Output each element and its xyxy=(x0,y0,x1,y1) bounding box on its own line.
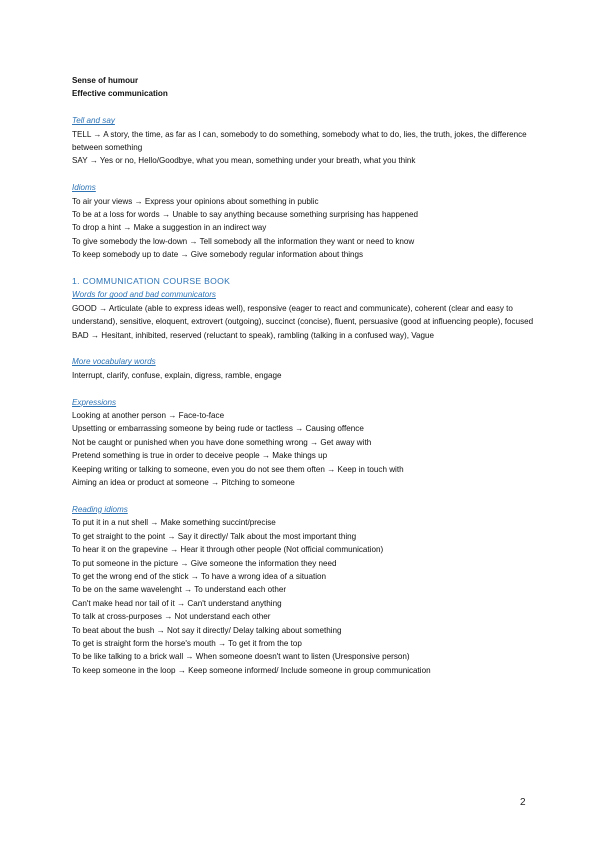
subheading-words: Words for good and bad communicators xyxy=(72,290,216,300)
text-line: BAD → Hesitant, inhibited, reserved (reluctant to speak), rambling (talking in a confused way), Vague xyxy=(72,330,434,340)
text-line: Interrupt, clarify, confuse, explain, digress, ramble, engage xyxy=(72,370,282,380)
text-line: To hear it on the grapevine → Hear it through other people (Not official communication) xyxy=(72,545,384,555)
text-line: To talk at cross-purposes → Not understand each other xyxy=(72,612,271,622)
text-line: To get the wrong end of the stick → To have a wrong idea of a situation xyxy=(72,571,327,581)
text-line: Pretend something is true in order to deceive people → Make things up xyxy=(72,451,328,461)
text-line: To be at a loss for words → Unable to say anything because something surprising has happened xyxy=(72,210,418,220)
text-line: Can't make head nor tail of it → Can't understand anything xyxy=(72,598,282,608)
text-line: To drop a hint → Make a suggestion in an indirect way xyxy=(72,223,267,233)
section-heading: 1. COMMUNICATION COURSE BOOK xyxy=(72,276,231,287)
text-line: To put someone in the picture → Give someone the information they need xyxy=(72,558,337,568)
subheading-idioms: Idioms xyxy=(72,183,96,193)
text-line: To keep someone in the loop → Keep someone informed/ Include someone in group communication xyxy=(72,665,431,675)
text-line: To put it in a nut shell → Make something succint/precise xyxy=(72,518,276,528)
text-line: To air your views → Express your opinions about something in public xyxy=(72,196,319,206)
subheading-reading-idioms: Reading idioms xyxy=(72,504,128,514)
text-line: Not be caught or punished when you have done something wrong → Get away with xyxy=(72,437,372,447)
page-number: 2 xyxy=(520,797,526,808)
text-line: To be like talking to a brick wall → When someone doesn't want to listen (Uresponsive person) xyxy=(72,652,410,662)
text-line: To give somebody the low-down → Tell somebody all the information they want or need to know xyxy=(72,236,415,246)
text-line: To get is straight form the horse's mouth → To get it from the top xyxy=(72,638,302,648)
title-line-2: Effective communication xyxy=(72,89,168,99)
text-line: To be on the same wavelenght → To understand each other xyxy=(72,585,287,595)
title-line-1: Sense of humour xyxy=(72,76,139,85)
subheading-more-vocabulary: More vocabulary words xyxy=(72,357,156,367)
text-line: To keep somebody up to date → Give somebody regular information about things xyxy=(72,250,364,260)
text-line: To beat about the bush → Not say it directly/ Delay talking about something xyxy=(72,625,342,635)
text-line: To get straight to the point → Say it directly/ Talk about the most important thing xyxy=(72,531,357,541)
text-line: Keeping writing or talking to someone, even you do not see them often → Keep in touch with xyxy=(72,464,404,474)
text-line: Upsetting or embarrassing someone by being rude or tactless → Causing offence xyxy=(72,424,364,434)
text-line: Looking at another person → Face-to-face xyxy=(72,411,225,421)
text-line: SAY → Yes or no, Hello/Goodbye, what you mean, something under your breath, what you think xyxy=(72,156,416,166)
subheading-expressions: Expressions xyxy=(72,397,117,407)
text-line: GOOD → Articulate (able to express ideas well), responsive (eager to react and communicate), coherent (clear and easy to understand), sensitive, eloquent, extrovert (outgoing), succinct (concise), fluent, persuasive (good at influencing people), focused xyxy=(72,303,534,327)
text-line: Aiming an idea or product at someone → Pitching to someone xyxy=(72,478,295,488)
text-line: TELL → A story, the time, as far as I can, somebody to do something, somebody what to do, lies, the truth, jokes, the difference between something xyxy=(72,129,527,153)
subheading-tell-and-say: Tell and say xyxy=(72,116,115,126)
page-body xyxy=(72,74,540,677)
